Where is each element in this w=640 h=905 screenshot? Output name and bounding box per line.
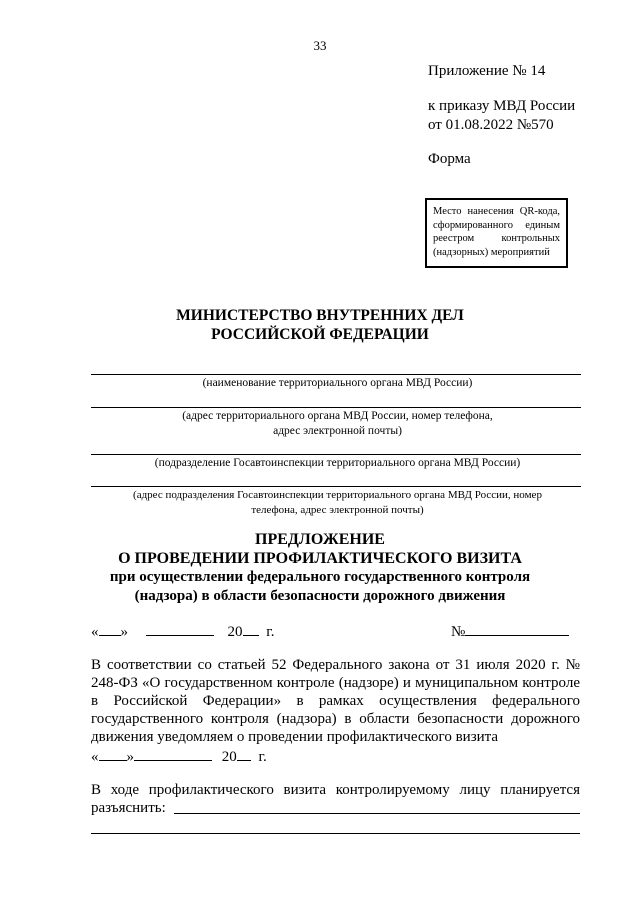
explain-field-line2[interactable] [91,833,580,834]
explain-field-line1[interactable] [174,813,580,814]
ministry-name-line2: РОССИЙСКОЙ ФЕДЕРАЦИИ [211,326,429,343]
year-prefix: 20 [227,624,243,640]
date-open-quote: « [91,624,99,640]
visit-year-field[interactable] [237,746,251,761]
notification-text: В соответствии со статьей 52 Федерального закона от 31 июля 2020 г. № 248-ФЗ «О государственном контроле (надзоре) и муниципальном контроле в Российской Федерации» в рамках осуществления федерального государственного контроля (надзора) в области безопасности дорожного движения уведомляем о проведении профилактического визита [91,657,580,745]
document-number-field[interactable] [465,621,569,636]
visit-date-open-quote: « [91,749,99,765]
document-title-line2: О ПРОВЕДЕНИИ ПРОФИЛАКТИЧЕСКОГО ВИЗИТА [118,550,522,567]
territorial-body-caption: (наименование территориального органа МВД России) [202,377,473,389]
subdivision-address-caption-2: телефона, адрес электронной почты) [251,504,424,516]
visit-day-field[interactable] [99,746,127,761]
document-title-line1: ПРЕДЛОЖЕНИЕ [255,531,385,548]
notification-paragraph [91,656,580,746]
document-title-line3: при осуществлении федерального государственного контроля [109,569,531,585]
qr-box-text: Место нанесения QR-кода, сформированного единым реестром контрольных (надзорных) мероприятий [433,206,560,258]
page-number: 33 [313,38,327,53]
appendix-order-ref: к приказу МВД России [428,98,576,114]
date-row [91,621,274,641]
year-suffix: г. [266,624,275,640]
month-field[interactable] [146,621,214,636]
explain-label: разъяснить: [91,800,166,816]
subdivision-address-caption-1: (адрес подразделения Госавтоинспекции территориального органа МВД России, номер [133,489,542,501]
appendix-order-date: от 01.08.2022 №570 [428,117,554,133]
territorial-address-caption-1: (адрес территориального органа МВД России, номер телефона, [182,410,493,422]
visit-year-suffix: г. [258,749,267,765]
appendix-number: Приложение № 14 [428,63,546,79]
year-field[interactable] [243,621,259,636]
explanation-paragraph: В ходе профилактического визита контролируемому лицу планируется [91,782,580,798]
visit-month-field[interactable] [134,746,212,761]
day-field[interactable] [99,621,121,636]
qr-code-placeholder-box [425,198,568,268]
ministry-name-line1: МИНИСТЕРСТВО ВНУТРЕННИХ ДЕЛ [176,307,464,324]
date-close-quote: » [120,624,128,640]
visit-year-prefix: 20 [221,749,237,765]
number-sign: № [451,624,466,640]
territorial-address-caption-2: адрес электронной почты) [273,425,402,437]
subdivision-caption: (подразделение Госавтоинспекции территориального органа МВД России) [154,457,521,469]
document-title-line4: (надзора) в области безопасности дорожного движения [134,588,506,604]
document-number-row [451,621,569,641]
visit-date-row [91,746,267,766]
visit-date-close-quote: » [126,749,134,765]
form-label: Форма [428,151,471,167]
